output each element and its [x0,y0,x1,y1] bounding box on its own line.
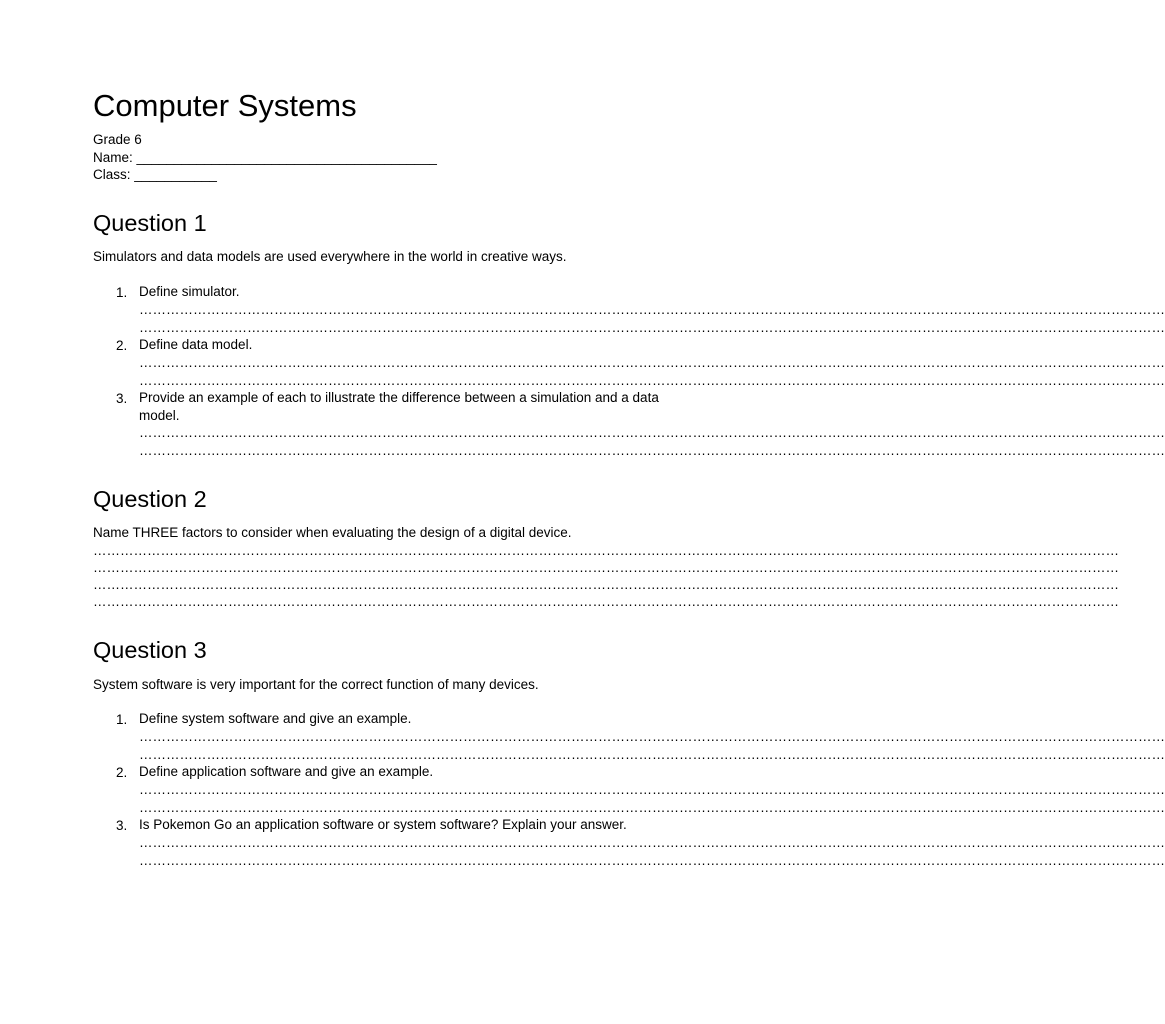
list-item-text: Define application software and give an example. [139,764,434,779]
answer-line: ………………………………………………………………………………………………………………………………………………………………………………………………………… [139,782,1165,797]
question-2-intro: Name THREE factors to consider when evaluating the design of a digital device. [93,525,572,540]
answer-line: ………………………………………………………………………………………………………………………………………………………………………………………………………… [93,594,1119,609]
answer-line: ………………………………………………………………………………………………………………………………………………………………………………………………………… [139,425,1165,440]
list-item-number: 3. [116,818,128,833]
question-3-intro: System software is very important for the correct function of many devices. [93,677,539,692]
answer-line: ………………………………………………………………………………………………………………………………………………………………………………………………………… [93,577,1119,592]
list-item-text: Provide an example of each to illustrate the difference between a simulation and a data model. [139,390,659,423]
answer-line: ………………………………………………………………………………………………………………………………………………………………………………………………………… [93,560,1119,575]
answer-line: ………………………………………………………………………………………………………………………………………………………………………………………………………… [93,543,1119,558]
question-3-heading: Question 3 [93,637,207,663]
question-1-intro: Simulators and data models are used everywhere in the world in creative ways. [93,249,567,264]
answer-line: ………………………………………………………………………………………………………………………………………………………………………………………………………… [139,443,1165,458]
answer-line: ………………………………………………………………………………………………………………………………………………………………………………………………………… [139,302,1165,317]
grade-label: Grade 6 [93,132,142,147]
answer-line: ………………………………………………………………………………………………………………………………………………………………………………………………………… [139,729,1165,744]
name-field: Name: ________________________________________ [93,150,437,165]
answer-line: ………………………………………………………………………………………………………………………………………………………………………………………………………… [139,747,1165,762]
list-item-text: Is Pokemon Go an application software or system software? Explain your answer. [139,817,627,832]
answer-line: ………………………………………………………………………………………………………………………………………………………………………………………………………… [139,835,1165,850]
question-1-heading: Question 1 [93,210,207,236]
question-2-heading: Question 2 [93,486,207,512]
list-item-number: 1. [116,712,128,727]
list-item-text: Define system software and give an example. [139,711,412,726]
page-title: Computer Systems [93,88,357,123]
class-field: Class: ___________ [93,167,217,182]
list-item-text: Define data model. [139,337,253,352]
answer-line: ………………………………………………………………………………………………………………………………………………………………………………………………………… [139,320,1165,335]
answer-line: ………………………………………………………………………………………………………………………………………………………………………………………………………… [139,355,1165,370]
list-item-number: 3. [116,391,128,406]
list-item-text: Define simulator. [139,284,240,299]
answer-line: ………………………………………………………………………………………………………………………………………………………………………………………………………… [139,373,1165,388]
list-item-number: 2. [116,338,128,353]
list-item-number: 1. [116,285,128,300]
list-item-number: 2. [116,765,128,780]
answer-line: ………………………………………………………………………………………………………………………………………………………………………………………………………… [139,800,1165,815]
answer-line: ………………………………………………………………………………………………………………………………………………………………………………………………………… [139,853,1165,868]
